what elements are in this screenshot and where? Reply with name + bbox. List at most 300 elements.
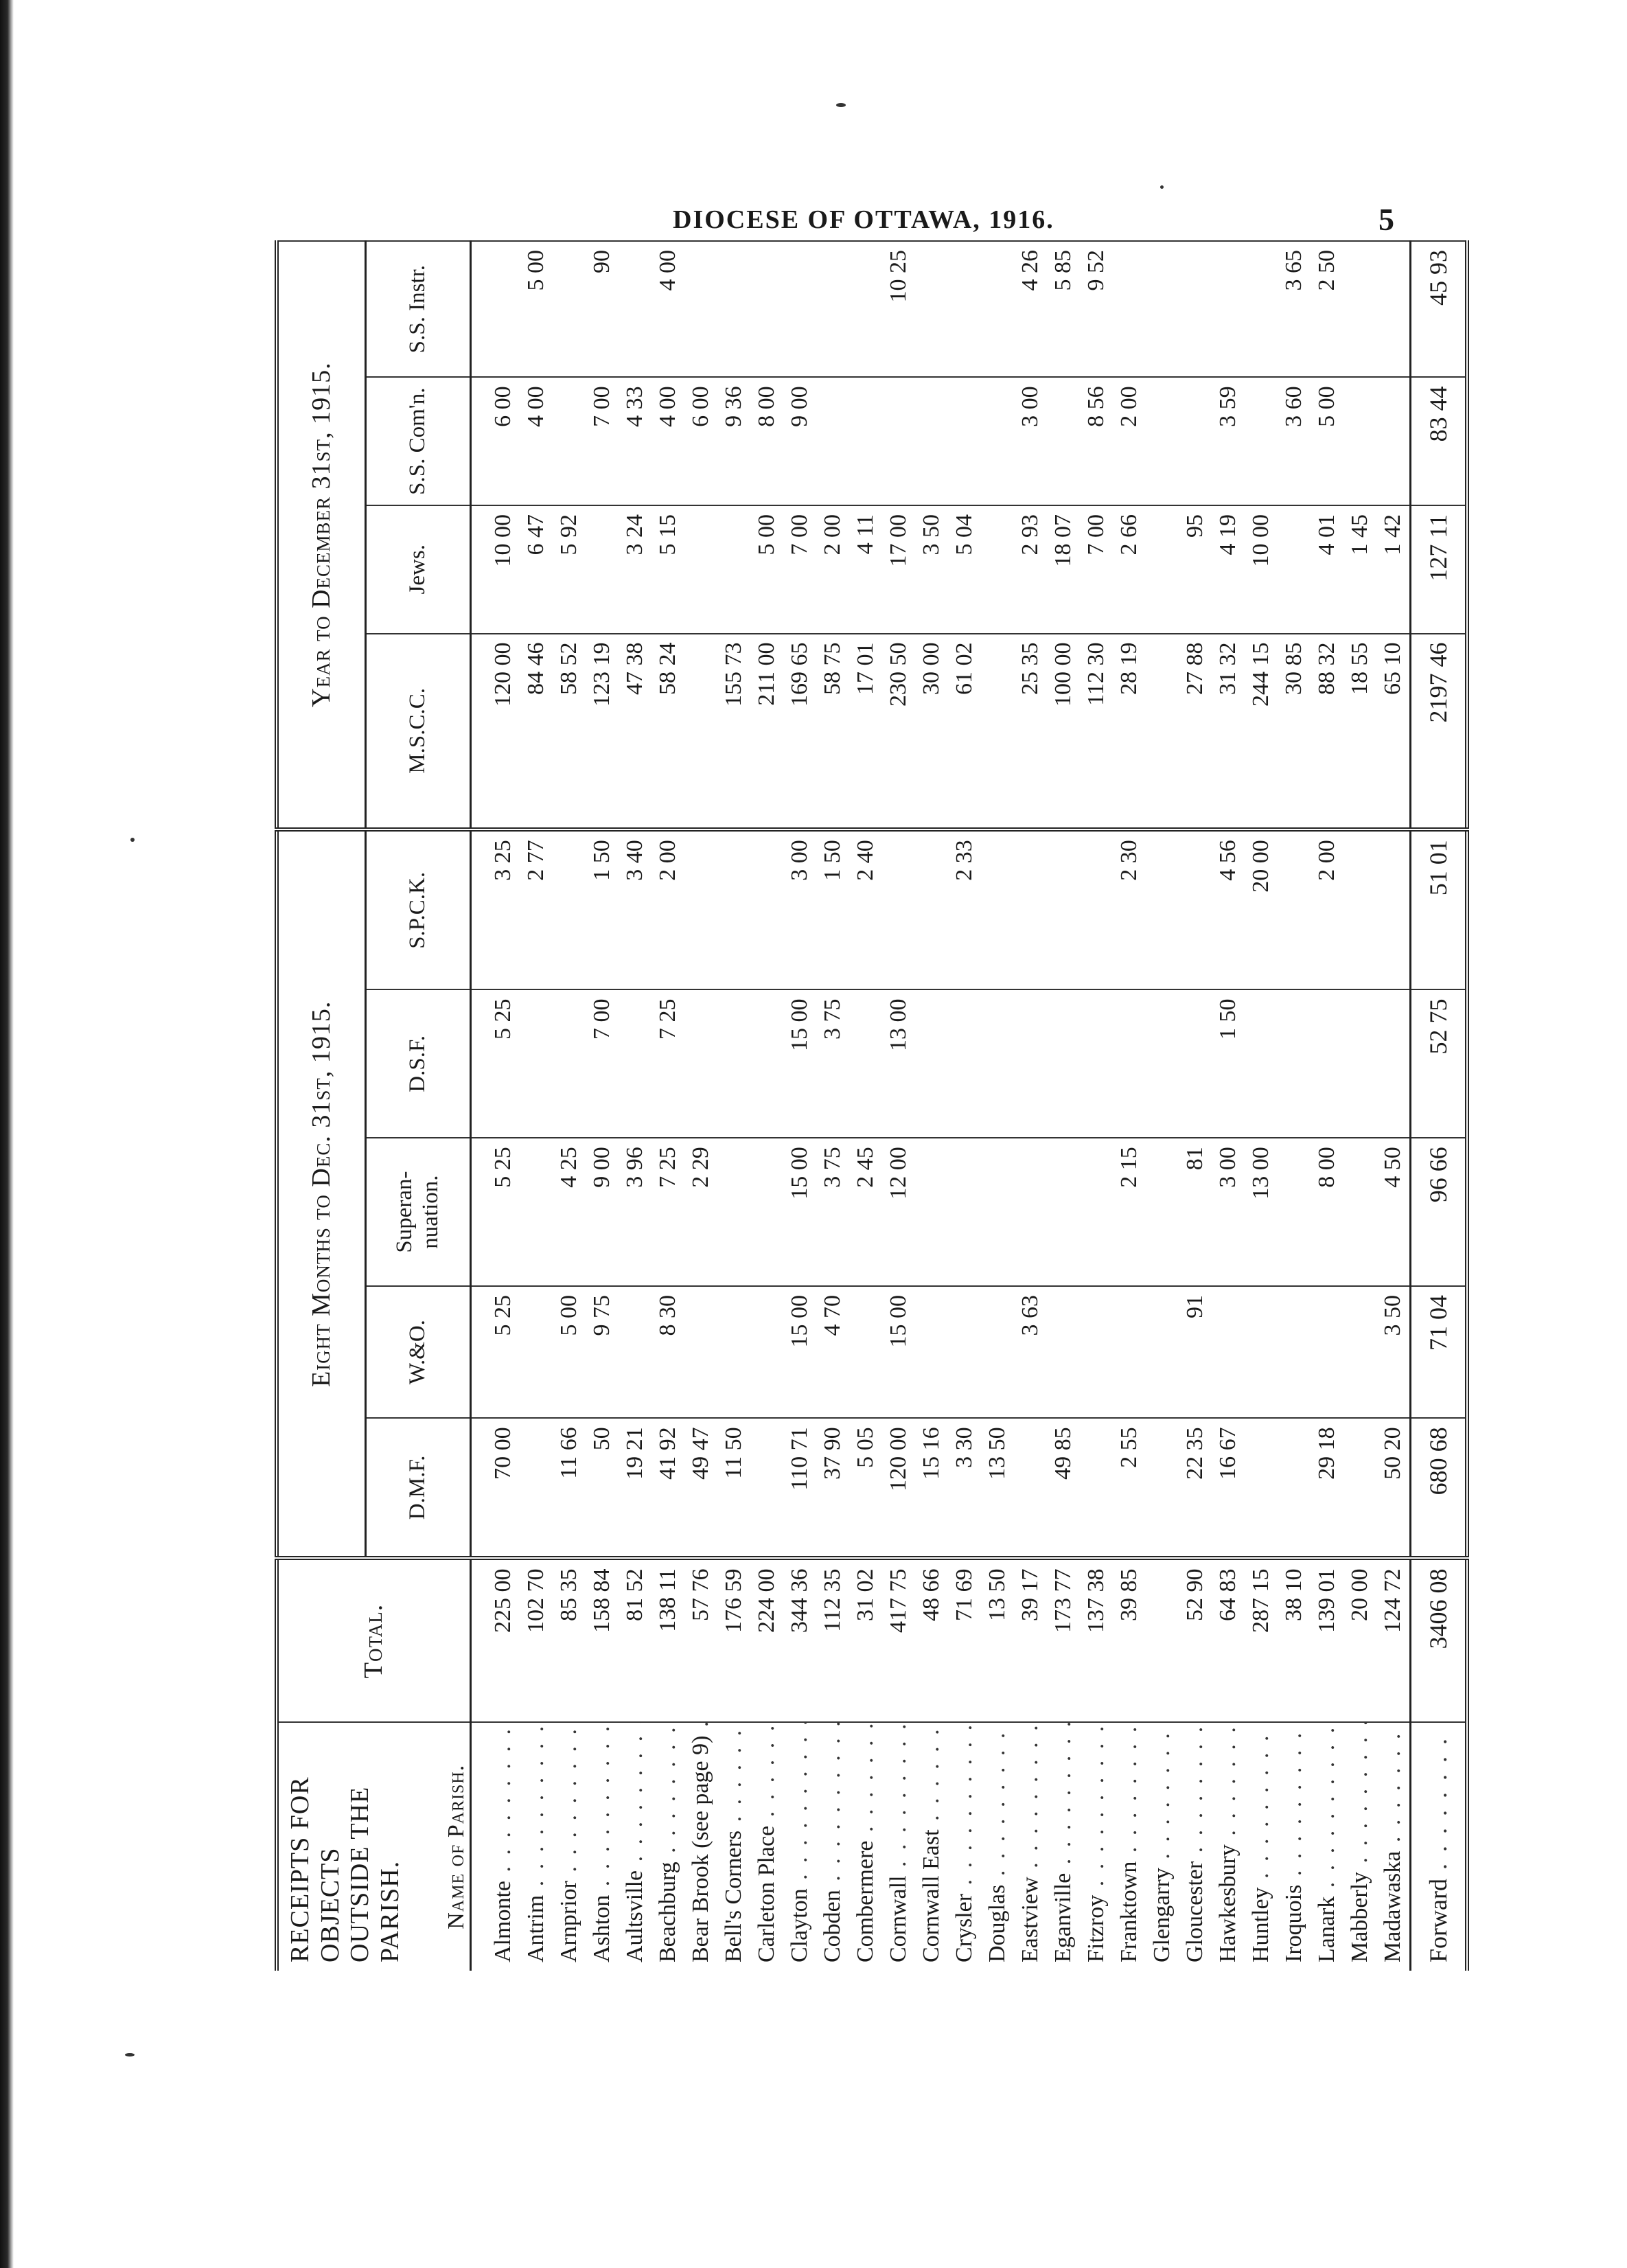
cell-ss-instr bbox=[1146, 241, 1179, 377]
cell-ss-instr bbox=[684, 241, 717, 377]
cell-dmf bbox=[1343, 1418, 1376, 1558]
cell-msc: 61 02 bbox=[948, 634, 981, 830]
forward-dmf: 680 68 bbox=[1410, 1418, 1467, 1558]
cell-wo bbox=[684, 1286, 717, 1418]
cell-total: 85 35 bbox=[553, 1558, 586, 1722]
cell-total: 52 90 bbox=[1179, 1558, 1212, 1722]
table-row bbox=[619, 241, 651, 1971]
cell-spck bbox=[1080, 829, 1113, 989]
cell-ss-instr bbox=[1343, 241, 1376, 377]
cell-spck: 3 25 bbox=[470, 829, 520, 989]
cell-ss-instr bbox=[783, 241, 816, 377]
cell-ss-comn: 3 00 bbox=[1014, 377, 1047, 505]
cell-superannuation: 3 75 bbox=[816, 1138, 849, 1286]
total-header: Total. bbox=[277, 1558, 470, 1722]
cell-dsf bbox=[1146, 989, 1179, 1138]
cell-ss-instr: 10 25 bbox=[882, 241, 915, 377]
cell-superannuation bbox=[948, 1138, 981, 1286]
cell-msc: 25 35 bbox=[1014, 634, 1047, 830]
cell-msc: 58 75 bbox=[816, 634, 849, 830]
parish-name: Antrim . . . bbox=[520, 1723, 553, 1971]
cell-ss-comn bbox=[981, 377, 1014, 505]
forward-label: Forward . . . bbox=[1410, 1723, 1467, 1971]
cell-ss-comn bbox=[1146, 377, 1179, 505]
table-row bbox=[750, 241, 783, 1971]
cell-ss-comn: 4 00 bbox=[651, 377, 684, 505]
cell-dmf: 2 55 bbox=[1113, 1418, 1146, 1558]
parish-name: Aultsville . . . bbox=[619, 1723, 651, 1971]
cell-dmf: 120 00 bbox=[882, 1418, 915, 1558]
cell-spck bbox=[1278, 829, 1311, 989]
cell-total: 344 36 bbox=[783, 1558, 816, 1722]
cell-ss-comn: 7 00 bbox=[586, 377, 619, 505]
cell-msc: 155 73 bbox=[717, 634, 750, 830]
cell-superannuation bbox=[1146, 1138, 1179, 1286]
cell-ss-comn: 8 56 bbox=[1080, 377, 1113, 505]
cell-total: 173 77 bbox=[1047, 1558, 1080, 1722]
cell-ss-instr bbox=[1245, 241, 1278, 377]
cell-dsf bbox=[1047, 989, 1080, 1138]
cell-total: 13 50 bbox=[981, 1558, 1014, 1722]
cell-superannuation: 9 00 bbox=[586, 1138, 619, 1286]
cell-jews: 5 15 bbox=[651, 505, 684, 634]
cell-jews: 3 24 bbox=[619, 505, 651, 634]
cell-ss-comn: 9 36 bbox=[717, 377, 750, 505]
cell-ss-comn bbox=[1047, 377, 1080, 505]
group-header-year: Year to December 31st, 1915. bbox=[277, 241, 365, 829]
cell-dmf: 3 30 bbox=[948, 1418, 981, 1558]
cell-superannuation: 12 00 bbox=[882, 1138, 915, 1286]
cell-spck: 2 33 bbox=[948, 829, 981, 989]
cell-msc: 17 01 bbox=[849, 634, 882, 830]
cell-spck: 2 00 bbox=[651, 829, 684, 989]
cell-jews: 4 11 bbox=[849, 505, 882, 634]
forward-row bbox=[1410, 241, 1467, 1971]
group-header-row bbox=[277, 241, 365, 1971]
cell-jews: 4 01 bbox=[1311, 505, 1343, 634]
cell-wo bbox=[1212, 1286, 1245, 1418]
cell-dsf bbox=[948, 989, 981, 1138]
receipts-table bbox=[275, 240, 1469, 1971]
column-header-jews: Jews. bbox=[365, 505, 470, 634]
cell-superannuation bbox=[981, 1138, 1014, 1286]
cell-dmf: 19 21 bbox=[619, 1418, 651, 1558]
table-row bbox=[816, 241, 849, 1971]
table-row bbox=[783, 241, 816, 1971]
cell-ss-comn bbox=[1245, 377, 1278, 505]
cell-spck: 20 00 bbox=[1245, 829, 1278, 989]
cell-ss-comn bbox=[882, 377, 915, 505]
cell-ss-instr: 2 50 bbox=[1311, 241, 1343, 377]
forward-spck: 51 01 bbox=[1410, 829, 1467, 989]
cell-msc: 169 65 bbox=[783, 634, 816, 830]
column-header-ss-instr: S.S. Instr. bbox=[365, 241, 470, 377]
cell-msc: 88 32 bbox=[1311, 634, 1343, 830]
cell-spck: 1 50 bbox=[816, 829, 849, 989]
parish-name: Cobden . . . bbox=[816, 1723, 849, 1971]
cell-dmf: 37 90 bbox=[816, 1418, 849, 1558]
cell-spck bbox=[1179, 829, 1212, 989]
cell-jews: 2 66 bbox=[1113, 505, 1146, 634]
cell-dsf bbox=[1179, 989, 1212, 1138]
cell-msc: 58 52 bbox=[553, 634, 586, 830]
cell-wo bbox=[1080, 1286, 1113, 1418]
parish-name: Madawaska . . . bbox=[1376, 1723, 1411, 1971]
cell-msc: 244 15 bbox=[1245, 634, 1278, 830]
cell-dmf: 5 05 bbox=[849, 1418, 882, 1558]
cell-total: 287 15 bbox=[1245, 1558, 1278, 1722]
cell-wo: 5 25 bbox=[470, 1286, 520, 1418]
cell-msc: 28 19 bbox=[1113, 634, 1146, 830]
cell-dsf bbox=[1278, 989, 1311, 1138]
cell-superannuation: 3 00 bbox=[1212, 1138, 1245, 1286]
cell-wo bbox=[948, 1286, 981, 1418]
cell-dsf: 15 00 bbox=[783, 989, 816, 1138]
table-row bbox=[1179, 241, 1212, 1971]
cell-jews: 95 bbox=[1179, 505, 1212, 634]
cell-ss-instr bbox=[1179, 241, 1212, 377]
cell-wo bbox=[1343, 1286, 1376, 1418]
column-header-spck: S.P.C.K. bbox=[365, 829, 470, 989]
cell-jews: 10 00 bbox=[1245, 505, 1278, 634]
cell-wo bbox=[1311, 1286, 1343, 1418]
cell-ss-instr bbox=[915, 241, 948, 377]
cell-spck bbox=[981, 829, 1014, 989]
parish-name: Cornwall . . . bbox=[882, 1723, 915, 1971]
cell-dsf: 3 75 bbox=[816, 989, 849, 1138]
cell-msc: 47 38 bbox=[619, 634, 651, 830]
table-row bbox=[651, 241, 684, 1971]
cell-total: 31 02 bbox=[849, 1558, 882, 1722]
table-row bbox=[948, 241, 981, 1971]
cell-jews: 7 00 bbox=[1080, 505, 1113, 634]
cell-spck bbox=[684, 829, 717, 989]
cell-ss-instr bbox=[553, 241, 586, 377]
cell-total: 102 70 bbox=[520, 1558, 553, 1722]
cell-wo bbox=[1113, 1286, 1146, 1418]
cell-total: 64 83 bbox=[1212, 1558, 1245, 1722]
column-header-wo: W.&O. bbox=[365, 1286, 470, 1418]
name-column-header bbox=[277, 1723, 470, 1971]
cell-ss-instr: 9 52 bbox=[1080, 241, 1113, 377]
cell-spck: 2 40 bbox=[849, 829, 882, 989]
cell-dmf bbox=[1146, 1418, 1179, 1558]
cell-dmf: 41 92 bbox=[651, 1418, 684, 1558]
parish-name: Carleton Place . . . bbox=[750, 1723, 783, 1971]
cell-dsf bbox=[684, 989, 717, 1138]
cell-spck bbox=[1146, 829, 1179, 989]
cell-ss-comn bbox=[1376, 377, 1411, 505]
cell-jews bbox=[1278, 505, 1311, 634]
cell-wo bbox=[1047, 1286, 1080, 1418]
cell-wo: 8 30 bbox=[651, 1286, 684, 1418]
cell-superannuation: 15 00 bbox=[783, 1138, 816, 1286]
cell-total: 57 76 bbox=[684, 1558, 717, 1722]
cell-wo: 3 50 bbox=[1376, 1286, 1411, 1418]
print-speck bbox=[125, 2053, 135, 2057]
cell-spck: 2 00 bbox=[1311, 829, 1343, 989]
column-header-superannuation: Superan-nuation. bbox=[365, 1138, 470, 1286]
cell-spck bbox=[750, 829, 783, 989]
cell-wo: 5 00 bbox=[553, 1286, 586, 1418]
cell-dmf bbox=[1080, 1418, 1113, 1558]
cell-total: 224 00 bbox=[750, 1558, 783, 1722]
cell-ss-comn: 5 00 bbox=[1311, 377, 1343, 505]
cell-ss-instr: 3 65 bbox=[1278, 241, 1311, 377]
forward-superannuation: 96 66 bbox=[1410, 1138, 1467, 1286]
cell-total: 20 00 bbox=[1343, 1558, 1376, 1722]
table-row bbox=[981, 241, 1014, 1971]
parish-name: Almonte . . . bbox=[470, 1723, 520, 1971]
table-row bbox=[1047, 241, 1080, 1971]
cell-total: 417 75 bbox=[882, 1558, 915, 1722]
forward-total: 3406 08 bbox=[1410, 1558, 1467, 1722]
cell-msc: 230 50 bbox=[882, 634, 915, 830]
cell-ss-comn: 8 00 bbox=[750, 377, 783, 505]
cell-dmf: 22 35 bbox=[1179, 1418, 1212, 1558]
parish-name: Crysler . . . bbox=[948, 1723, 981, 1971]
cell-dsf bbox=[717, 989, 750, 1138]
cell-ss-instr bbox=[1376, 241, 1411, 377]
cell-dsf: 7 00 bbox=[586, 989, 619, 1138]
cell-dsf bbox=[1113, 989, 1146, 1138]
cell-superannuation: 5 25 bbox=[470, 1138, 520, 1286]
cell-jews: 2 93 bbox=[1014, 505, 1047, 634]
cell-wo bbox=[520, 1286, 553, 1418]
cell-jews: 7 00 bbox=[783, 505, 816, 634]
cell-spck: 1 50 bbox=[586, 829, 619, 989]
cell-jews bbox=[1146, 505, 1179, 634]
parish-name: Fitzroy . . . bbox=[1080, 1723, 1113, 1971]
forward-ss-comn: 83 44 bbox=[1410, 377, 1467, 505]
cell-superannuation: 4 25 bbox=[553, 1138, 586, 1286]
cell-superannuation: 2 45 bbox=[849, 1138, 882, 1286]
cell-dsf bbox=[750, 989, 783, 1138]
cell-ss-comn: 6 00 bbox=[470, 377, 520, 505]
cell-dsf: 5 25 bbox=[470, 989, 520, 1138]
cell-ss-instr bbox=[948, 241, 981, 377]
cell-msc bbox=[684, 634, 717, 830]
table-row bbox=[882, 241, 915, 1971]
cell-ss-comn: 4 00 bbox=[520, 377, 553, 505]
cell-jews: 17 00 bbox=[882, 505, 915, 634]
cell-dmf: 50 bbox=[586, 1418, 619, 1558]
table-row bbox=[553, 241, 586, 1971]
cell-wo bbox=[981, 1286, 1014, 1418]
cell-superannuation bbox=[1278, 1138, 1311, 1286]
cell-wo: 3 63 bbox=[1014, 1286, 1047, 1418]
cell-dsf bbox=[1376, 989, 1411, 1138]
cell-ss-comn bbox=[1343, 377, 1376, 505]
cell-msc: 84 46 bbox=[520, 634, 553, 830]
cell-ss-instr bbox=[849, 241, 882, 377]
cell-total: 38 10 bbox=[1278, 1558, 1311, 1722]
cell-dsf: 13 00 bbox=[882, 989, 915, 1138]
cell-msc: 120 00 bbox=[470, 634, 520, 830]
cell-dsf bbox=[520, 989, 553, 1138]
cell-msc: 112 30 bbox=[1080, 634, 1113, 830]
cell-spck: 4 56 bbox=[1212, 829, 1245, 989]
cell-dmf bbox=[520, 1418, 553, 1558]
parish-name: Gloucester . . . bbox=[1179, 1723, 1212, 1971]
table-row bbox=[1376, 241, 1411, 1971]
cell-dsf bbox=[849, 989, 882, 1138]
cell-wo: 4 70 bbox=[816, 1286, 849, 1418]
cell-jews: 1 45 bbox=[1343, 505, 1376, 634]
column-header-msc: M.S.C.C. bbox=[365, 634, 470, 830]
cell-ss-instr: 5 00 bbox=[520, 241, 553, 377]
cell-jews: 5 00 bbox=[750, 505, 783, 634]
cell-msc bbox=[981, 634, 1014, 830]
cell-ss-comn: 3 60 bbox=[1278, 377, 1311, 505]
table-row bbox=[1146, 241, 1179, 1971]
cell-dmf bbox=[1014, 1418, 1047, 1558]
cell-spck: 2 30 bbox=[1113, 829, 1146, 989]
cell-dsf bbox=[553, 989, 586, 1138]
cell-total: 139 01 bbox=[1311, 1558, 1343, 1722]
cell-wo bbox=[750, 1286, 783, 1418]
cell-total: 176 59 bbox=[717, 1558, 750, 1722]
parish-name: Eastview . . . bbox=[1014, 1723, 1047, 1971]
cell-msc: 65 10 bbox=[1376, 634, 1411, 830]
cell-superannuation: 3 96 bbox=[619, 1138, 651, 1286]
cell-dsf: 7 25 bbox=[651, 989, 684, 1138]
cell-wo: 91 bbox=[1179, 1286, 1212, 1418]
cell-jews: 6 47 bbox=[520, 505, 553, 634]
cell-superannuation: 13 00 bbox=[1245, 1138, 1278, 1286]
parish-name: Clayton . . . bbox=[783, 1723, 816, 1971]
cell-total: 39 85 bbox=[1113, 1558, 1146, 1722]
cell-dsf bbox=[981, 989, 1014, 1138]
table-row bbox=[1311, 241, 1343, 1971]
running-head: DIOCESE OF OTTAWA, 1916. bbox=[673, 205, 1054, 234]
parish-name: Cornwall East . . . bbox=[915, 1723, 948, 1971]
cell-superannuation bbox=[1014, 1138, 1047, 1286]
parish-name: Franktown . . . bbox=[1113, 1723, 1146, 1971]
cell-dsf bbox=[1014, 989, 1047, 1138]
cell-jews: 1 42 bbox=[1376, 505, 1411, 634]
cell-spck bbox=[717, 829, 750, 989]
cell-ss-comn bbox=[553, 377, 586, 505]
cell-dsf bbox=[1343, 989, 1376, 1138]
cell-wo: 15 00 bbox=[882, 1286, 915, 1418]
cell-total: 158 84 bbox=[586, 1558, 619, 1722]
cell-jews: 10 00 bbox=[470, 505, 520, 634]
table-row bbox=[1245, 241, 1278, 1971]
print-speck bbox=[130, 838, 135, 842]
parish-name: Beachburg . . . bbox=[651, 1723, 684, 1971]
cell-ss-comn: 3 59 bbox=[1212, 377, 1245, 505]
cell-dsf bbox=[619, 989, 651, 1138]
cell-ss-instr bbox=[1113, 241, 1146, 377]
cell-msc: 30 85 bbox=[1278, 634, 1311, 830]
parish-name: Mabberly . . . bbox=[1343, 1723, 1376, 1971]
cell-ss-instr bbox=[717, 241, 750, 377]
parish-name: Ashton . . . bbox=[586, 1723, 619, 1971]
cell-dmf: 16 67 bbox=[1212, 1418, 1245, 1558]
book-binding-edge bbox=[0, 0, 14, 2268]
cell-total: 225 00 bbox=[470, 1558, 520, 1722]
cell-ss-instr bbox=[470, 241, 520, 377]
cell-ss-instr bbox=[1212, 241, 1245, 377]
cell-spck bbox=[1343, 829, 1376, 989]
parish-name: Glengarry . . . bbox=[1146, 1723, 1179, 1971]
parish-name: Huntley . . . bbox=[1245, 1723, 1278, 1971]
table-row bbox=[684, 241, 717, 1971]
forward-dsf: 52 75 bbox=[1410, 989, 1467, 1138]
parish-name: Arnprior . . . bbox=[553, 1723, 586, 1971]
parish-name: Combermere . . . bbox=[849, 1723, 882, 1971]
cell-msc: 211 00 bbox=[750, 634, 783, 830]
cell-total: 81 52 bbox=[619, 1558, 651, 1722]
cell-wo bbox=[849, 1286, 882, 1418]
cell-msc bbox=[1146, 634, 1179, 830]
cell-wo: 9 75 bbox=[586, 1286, 619, 1418]
cell-superannuation: 4 50 bbox=[1376, 1138, 1411, 1286]
table-row bbox=[586, 241, 619, 1971]
table-row bbox=[849, 241, 882, 1971]
cell-ss-comn bbox=[849, 377, 882, 505]
cell-jews bbox=[586, 505, 619, 634]
cell-dsf: 1 50 bbox=[1212, 989, 1245, 1138]
cell-dmf: 110 71 bbox=[783, 1418, 816, 1558]
cell-jews: 4 19 bbox=[1212, 505, 1245, 634]
column-header-dsf: D.S.F. bbox=[365, 989, 470, 1138]
cell-superannuation: 8 00 bbox=[1311, 1138, 1343, 1286]
cell-msc: 18 55 bbox=[1343, 634, 1376, 830]
cell-dmf: 13 50 bbox=[981, 1418, 1014, 1558]
cell-superannuation bbox=[520, 1138, 553, 1286]
cell-jews: 5 92 bbox=[553, 505, 586, 634]
cell-jews: 2 00 bbox=[816, 505, 849, 634]
cell-superannuation bbox=[1047, 1138, 1080, 1286]
column-header-ss-comn: S.S. Com'n. bbox=[365, 377, 470, 505]
cell-dsf bbox=[1311, 989, 1343, 1138]
cell-ss-comn bbox=[948, 377, 981, 505]
print-speck bbox=[836, 103, 846, 107]
cell-spck: 2 77 bbox=[520, 829, 553, 989]
cell-superannuation bbox=[717, 1138, 750, 1286]
cell-superannuation: 7 25 bbox=[651, 1138, 684, 1286]
cell-jews: 5 04 bbox=[948, 505, 981, 634]
cell-ss-instr bbox=[816, 241, 849, 377]
parish-name: Hawkesbury . . . bbox=[1212, 1723, 1245, 1971]
cell-wo bbox=[1245, 1286, 1278, 1418]
cell-total: 137 38 bbox=[1080, 1558, 1113, 1722]
parish-name: Bear Brook (see page 9) . . . bbox=[684, 1723, 717, 1971]
cell-spck bbox=[1014, 829, 1047, 989]
table-row bbox=[520, 241, 553, 1971]
cell-msc: 58 24 bbox=[651, 634, 684, 830]
cell-ss-instr: 4 00 bbox=[651, 241, 684, 377]
cell-total: 71 69 bbox=[948, 1558, 981, 1722]
cell-msc: 123 19 bbox=[586, 634, 619, 830]
cell-dmf: 11 66 bbox=[553, 1418, 586, 1558]
cell-dmf: 49 85 bbox=[1047, 1418, 1080, 1558]
cell-spck: 3 00 bbox=[783, 829, 816, 989]
cell-superannuation bbox=[750, 1138, 783, 1286]
cell-ss-instr bbox=[750, 241, 783, 377]
cell-dmf: 29 18 bbox=[1311, 1418, 1343, 1558]
cell-jews bbox=[981, 505, 1014, 634]
cell-spck bbox=[1376, 829, 1411, 989]
cell-spck bbox=[553, 829, 586, 989]
table-row bbox=[1113, 241, 1146, 1971]
cell-dmf bbox=[1245, 1418, 1278, 1558]
cell-jews: 18 07 bbox=[1047, 505, 1080, 634]
cell-wo bbox=[717, 1286, 750, 1418]
cell-dmf: 15 16 bbox=[915, 1418, 948, 1558]
